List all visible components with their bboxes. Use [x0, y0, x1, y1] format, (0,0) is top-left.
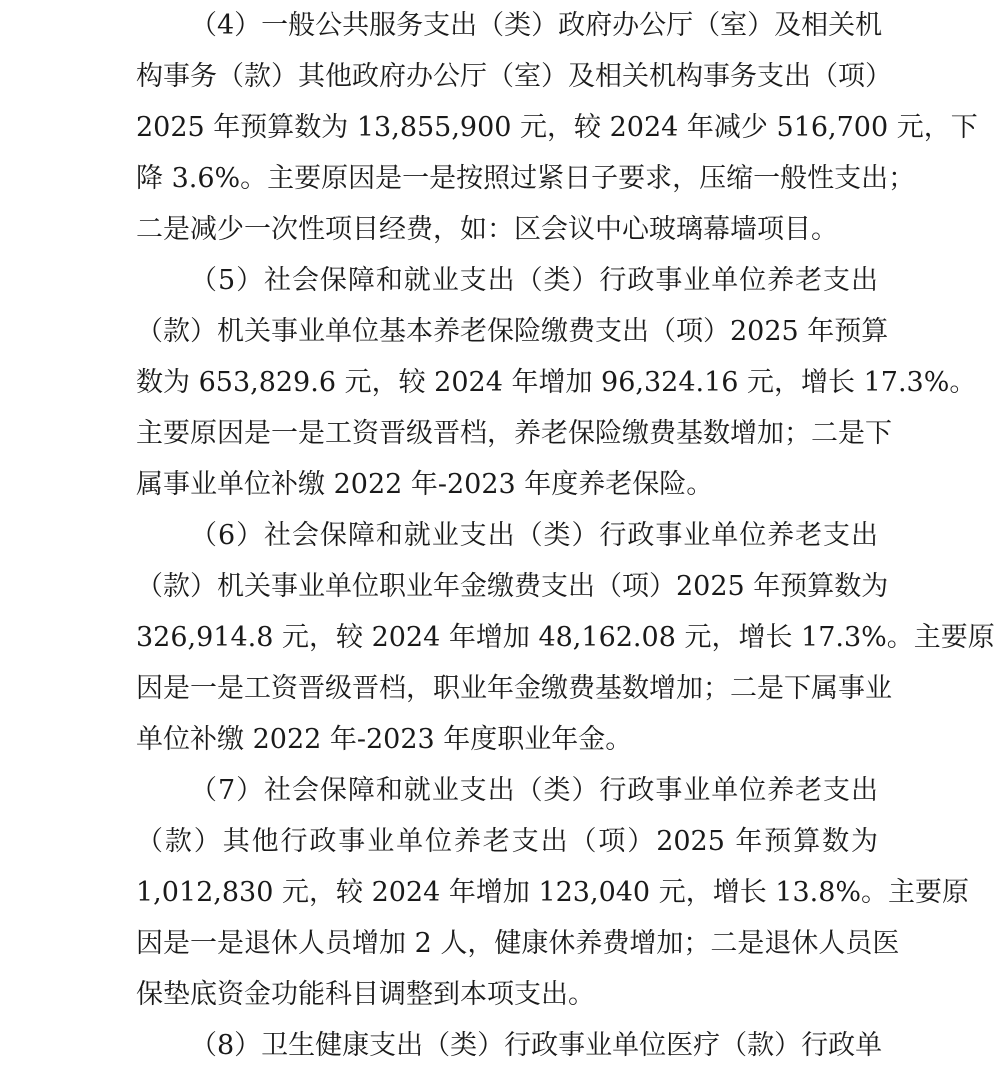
paragraph-7-line-4: 因是一是退休人员增加 2 人，健康休养费增加；二是退休人员医 [136, 928, 900, 959]
paragraph-4-line-5: 二是减少一次性项目经费，如：区会议中心玻璃幕墙项目。 [136, 214, 838, 245]
paragraph-5-line-3: 数为 653,829.6 元，较 2024 年增加 96,324.16 元，增长 17.3%。 [136, 367, 977, 398]
paragraph-6-line-5: 单位补缴 2022 年-2023 年度职业年金。 [136, 724, 633, 755]
paragraph-5-line-2: （款）机关事业单位基本养老保险缴费支出（项）2025 年预算 [136, 316, 889, 347]
paragraph-4-line-2: 构事务（款）其他政府办公厅（室）及相关机构事务支出（项） [136, 61, 892, 92]
paragraph-7-line-1: （7）社会保障和就业支出（类）行政事业单位养老支出 [190, 775, 878, 806]
paragraph-8-line-1: （8）卫生健康支出（类）行政事业单位医疗（款）行政单 [190, 1030, 883, 1061]
paragraph-6-line-2: （款）机关事业单位职业年金缴费支出（项）2025 年预算数为 [136, 571, 889, 602]
paragraph-4-line-4: 降 3.6%。主要原因是一是按照过紧日子要求，压缩一般性支出； [136, 163, 916, 194]
paragraph-6-line-1: （6）社会保障和就业支出（类）行政事业单位养老支出 [190, 520, 878, 551]
paragraph-5-line-1: （5）社会保障和就业支出（类）行政事业单位养老支出 [190, 265, 878, 296]
paragraph-6-line-4: 因是一是工资晋级晋档，职业年金缴费基数增加；二是下属事业 [136, 673, 892, 704]
paragraph-6-line-3: 326,914.8 元，较 2024 年增加 48,162.08 元，增长 17.3%。主要原 [136, 622, 995, 653]
paragraph-7-line-3: 1,012,830 元，较 2024 年增加 123,040 元，增长 13.8%。主要原 [136, 877, 970, 908]
paragraph-7-line-2: （款）其他行政事业单位养老支出（项）2025 年预算数为 [136, 826, 878, 857]
paragraph-4-line-3: 2025 年预算数为 13,855,900 元，较 2024 年减少 516,700 元，下 [136, 112, 978, 143]
paragraph-5-line-4: 主要原因是一是工资晋级晋档，养老保险缴费基数增加；二是下 [136, 418, 892, 449]
paragraph-5-line-5: 属事业单位补缴 2022 年-2023 年度养老保险。 [136, 469, 714, 500]
paragraph-4-line-1: （4）一般公共服务支出（类）政府办公厅（室）及相关机 [190, 10, 883, 41]
paragraph-7-line-5: 保垫底资金功能科目调整到本项支出。 [136, 979, 595, 1010]
